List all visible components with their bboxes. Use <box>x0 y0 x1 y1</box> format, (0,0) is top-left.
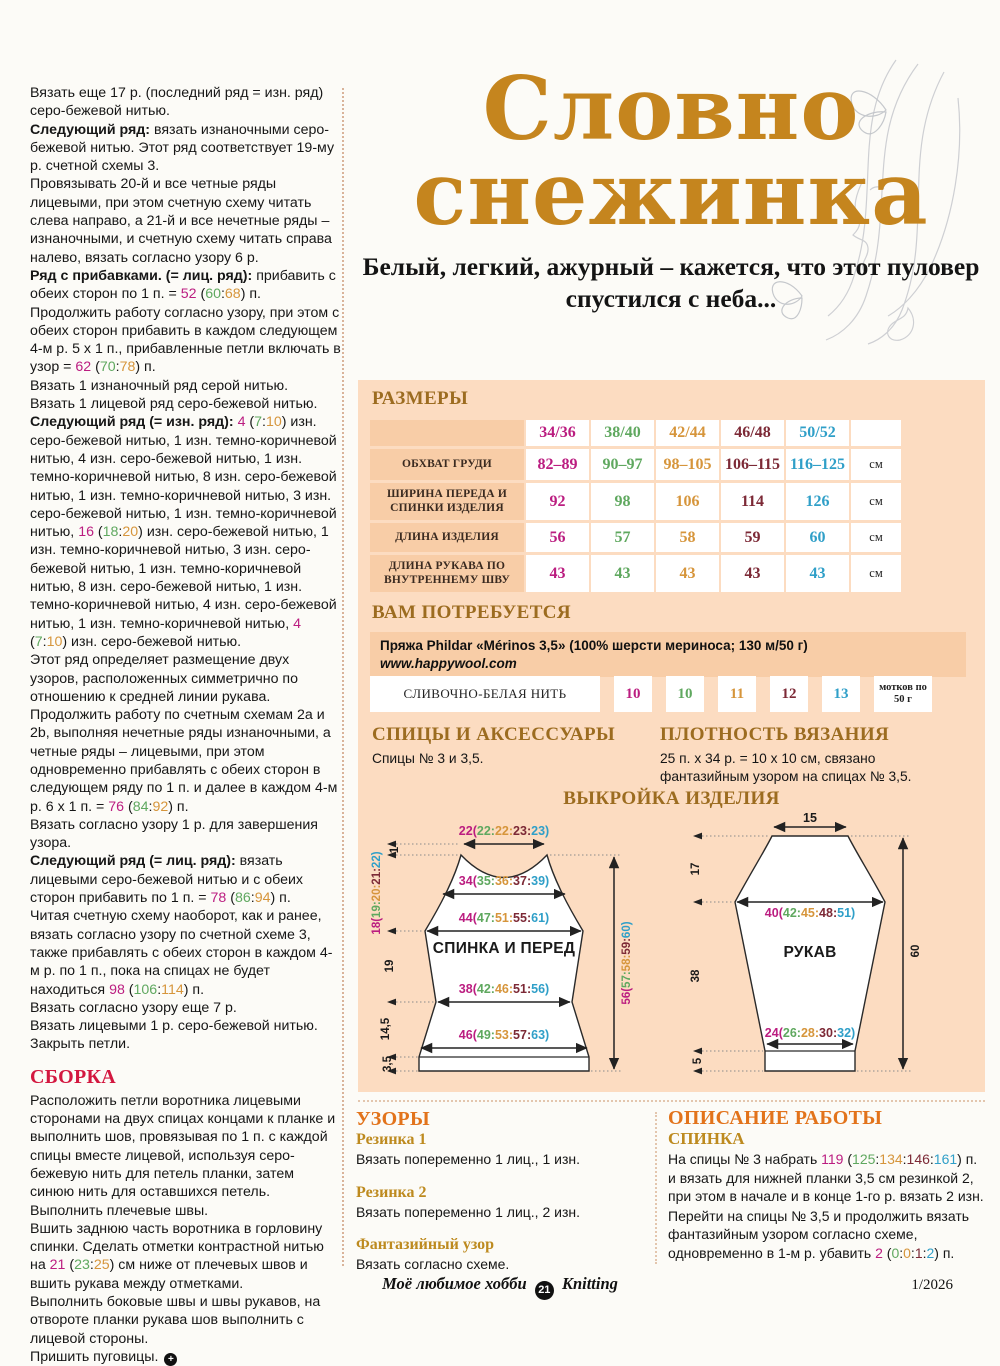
assembly-paragraph: Пришить пуговицы. + <box>30 1348 341 1366</box>
title-line-2: снежинка <box>413 142 929 246</box>
pattern-title: Резинка 2 <box>356 1183 427 1201</box>
sizes-row-width <box>370 483 901 520</box>
work-paragraph: На спицы № 3 набрать 119 (125:134:146:161) п. и вязать для нижней планки 3,5 см резинкой 2, при этом в начале и в конце 1-го р. вязать 2 изн. <box>668 1151 984 1204</box>
dim-total-height: 56(57:58:59:60) <box>621 921 633 1005</box>
row-label: ДЛИНА ИЗДЕЛИЯ <box>370 523 524 552</box>
pattern-text: Вязать согласно схеме. <box>356 1256 510 1272</box>
instruction-paragraph: Вязать 1 лицевой ряд серо-бежевой нитью. <box>30 396 318 413</box>
instruction-paragraph: Продолжить работу по счетным схемам 2а и 2b, выполняя нечетные ряды изнаночными, а четные ряды – лицевыми, при этом одновременно прибавлять с обеих сторон в следующем ряду по 1 п. и далее в каждом 4-м р. 6 х 1 п. = 76 (84:92) п. <box>30 707 338 815</box>
size-value-cell: 106 <box>656 483 719 520</box>
needles-heading: СПИЦЫ И АКСЕССУАРЫ <box>372 724 616 745</box>
sizes-heading: РАЗМЕРЫ <box>372 388 469 409</box>
schematic-back-front <box>364 810 664 1084</box>
work-paragraph: Перейти на спицы № 3,5 и продолжить вязать фантазийным узором согласно схеме, одновременно в 1-м р. убавить 2 (0:0:1:2) п. <box>668 1207 970 1261</box>
instruction-paragraph: Следующий ряд (= изн. ряд): 4 (7:10) изн. серо-бежевой нитью, 1 изн. темно-коричневой нитью, 4 изн. серо-бежевой нитью, 1 изн. темно-коричневой нитью, 8 изн. серо-бежевой нитью, 1 изн. темно-коричневой нитью, 3 изн. серо-бежевой нитью, 1 изн. темно-коричневой нитью, 16 (18:20) изн. серо-бежевой нитью, 1 изн. темно-коричневой нитью, 3 изн. серо-бежевой нитью, 1 изн. темно-коричневой нитью, 8 изн. серо-бежевой нитью, 1 изн. темно-коричневой нитью, 4 изн. серо-бежевой нитью, 1 изн. темно-коричневой нитью, 4 (7:10) изн. серо-бежевой нитью. <box>30 414 337 650</box>
row-label: ОБХВАТ ГРУДИ <box>370 449 524 480</box>
instruction-paragraph: Провязывать 20-й и все четные ряды лицевыми, при этом счетную схему читать слева направо, а 21-й и все нечетные ряды – изнаночными, и счетную схему читать справа налево, вязать согласно узору 6 р. <box>30 176 332 266</box>
yarn-amounts-row <box>370 676 932 712</box>
work-heading: ОПИСАНИЕ РАБОТЫ <box>668 1107 883 1129</box>
size-value-cell: 98–105 <box>656 449 719 480</box>
size-value-cell: 43 <box>786 555 849 592</box>
pattern-item <box>356 1131 644 1169</box>
piece-label-back-front: СПИНКА И ПЕРЕД <box>432 940 576 957</box>
pattern-text: Вязать попеременно 1 лиц., 1 изн. <box>356 1151 580 1167</box>
schematic-heading: ВЫКРОЙКА ИЗДЕЛИЯ <box>563 788 780 809</box>
instruction-paragraph: Вязать согласно узору 1 р. для завершения узора. <box>30 816 318 852</box>
size-value-cell: 56 <box>526 523 589 552</box>
instruction-paragraph: Следующий ряд (= лиц. ряд): вязать лицевыми серо-бежевой нитью и с обеих сторон прибавить по 1 п. = 78 (86:94) п. <box>30 853 304 907</box>
magazine-name: Моё любимое хобби <box>382 1274 527 1293</box>
size-value-cell: 92 <box>526 483 589 520</box>
size-value-cell: 58 <box>656 523 719 552</box>
dim-cap-height: 17 <box>690 862 702 876</box>
sizes-table <box>370 420 901 592</box>
size-value-cell: 59 <box>721 523 784 552</box>
size-header-cell: 42/44 <box>656 420 719 446</box>
size-value-cell: 114 <box>721 483 784 520</box>
gauge-text: 25 п. х 34 р. = 10 х 10 см, связано фантазийным узором на спицах № 3,5. <box>660 751 912 784</box>
schematic-sleeve <box>674 810 974 1084</box>
unit-cell: см <box>851 555 901 592</box>
sizes-corner-cell <box>370 420 524 446</box>
yarn-color-label: СЛИВОЧНО-БЕЛАЯ НИТЬ <box>370 676 600 712</box>
instruction-paragraph: Следующий ряд: вязать изнаночными серо-бежевой нитью. Этот ряд соответствует 19-му р. счетной схемы 3. <box>30 121 335 175</box>
dim-chest-width: 44(47:51:55:61) <box>458 911 550 925</box>
title-line-1: Словно <box>482 57 860 160</box>
gauge-heading: ПЛОТНОСТЬ ВЯЗАНИЯ <box>660 724 890 745</box>
needles-text: Спицы № 3 и 3,5. <box>372 751 484 766</box>
instructions-column <box>30 84 341 1366</box>
yarn-unit-cell: мотков по 50 г <box>874 676 932 712</box>
sizes-unit-header <box>851 420 901 446</box>
assembly-heading: СБОРКА <box>30 1065 117 1088</box>
masthead <box>356 57 986 315</box>
instruction-paragraph: Вязать 1 изнаночный ряд серой нитью. <box>30 377 289 394</box>
instruction-paragraph: Продолжить работу согласно узору, при этом с обеих сторон прибавить в каждом следующем 4-м р. 5 х 1 п., прибавленные петли включать в узор = 62 (70:78) п. <box>30 304 341 376</box>
dim-sleeve-total-height: 60 <box>910 944 922 958</box>
size-header-cell: 46/48 <box>721 420 784 446</box>
dim-neck-drop: 1 <box>389 846 401 854</box>
pattern-title: Резинка 1 <box>356 1131 427 1148</box>
work-subheading: СПИНКА <box>668 1129 745 1148</box>
dim-lower-length: 14,5 <box>380 1017 392 1041</box>
dim-armhole-depth: 18(19:20:21:22) <box>371 851 383 935</box>
panel-bottom-divider <box>358 1100 985 1102</box>
dim-cuff-height: 5 <box>692 1057 704 1065</box>
yarn-amount-cell: 10 <box>614 676 652 712</box>
pattern-item <box>356 1236 644 1274</box>
pattern-title: Фантазийный узор <box>356 1236 495 1253</box>
assembly-paragraph: Выполнить плечевые швы. <box>30 1202 209 1219</box>
instruction-paragraph: Вязать согласно узору еще 7 р. <box>30 999 237 1016</box>
size-value-cell: 60 <box>786 523 849 552</box>
pattern-text: Вязать попеременно 1 лиц., 2 изн. <box>356 1203 580 1220</box>
issue-number: 1/2026 <box>911 1277 953 1293</box>
sizes-row-length <box>370 523 901 552</box>
dim-neck-width: 22(22:22:23:23) <box>458 824 550 838</box>
dim-side-length: 19 <box>384 959 396 973</box>
assembly-paragraph: Вшить заднюю часть воротника в горловину спинки. Сделать отметки контрастной нитью на 21 (23:25) см ниже от плечевых швов и вшить рукава между отметками. <box>30 1220 324 1292</box>
dim-band-height: 3,5 <box>382 1056 394 1072</box>
sizes-header-row <box>370 420 901 446</box>
dim-sleeve-top-width: 15 <box>803 811 817 825</box>
size-header-cell: 50/52 <box>786 420 849 446</box>
size-value-cell: 82–89 <box>526 449 589 480</box>
materials-heading: ВАМ ПОТРЕБУЕТСЯ <box>372 602 572 623</box>
yarn-website: www.happywool.com <box>380 655 517 671</box>
instruction-paragraph: Этот ряд определяет размещение двух узоров, расположенных симметрично по отношению к средней линии рукава. <box>30 652 299 705</box>
size-header-cell: 38/40 <box>591 420 654 446</box>
work-description-section <box>668 1108 986 1262</box>
sizes-row-chest <box>370 449 901 480</box>
size-value-cell: 126 <box>786 483 849 520</box>
magazine-name-2: Knitting <box>561 1274 618 1293</box>
pattern-item <box>356 1184 644 1222</box>
size-value-cell: 116–125 <box>786 449 849 480</box>
row-label: ДЛИНА РУКАВА ПО ВНУТРЕННЕМУ ШВУ <box>370 555 524 592</box>
instruction-paragraph: Закрыть петли. <box>30 1036 131 1053</box>
dim-hem-width: 46(49:53:57:63) <box>458 1028 550 1042</box>
stitch-patterns-section <box>356 1108 644 1289</box>
yarn-amount-cell: 10 <box>666 676 704 712</box>
row-label: ШИРИНА ПЕРЕДА И СПИНКИ ИЗДЕЛИЯ <box>370 483 524 520</box>
dim-sleeve-length: 38 <box>690 969 702 983</box>
instruction-paragraph: Ряд с прибавками. (= лиц. ряд): прибавить с обеих сторон по 1 п. = 52 (60:68) п. <box>30 267 336 303</box>
yarn-amount-cell: 12 <box>770 676 808 712</box>
size-header-cell: 34/36 <box>526 420 589 446</box>
dim-sleeve-upper-width: 40(42:45:48:51) <box>764 906 856 920</box>
size-value-cell: 57 <box>591 523 654 552</box>
yarn-amount-cell: 11 <box>718 676 756 712</box>
size-value-cell: 90–97 <box>591 449 654 480</box>
dim-upper-width: 34(35:36:37:39) <box>458 874 550 888</box>
dim-waist-width: 38(42:46:51:56) <box>458 982 550 996</box>
column-divider <box>342 88 344 1266</box>
dim-cuff-width: 24(26:28:30:32) <box>764 1026 856 1040</box>
assembly-paragraph: Расположить петли воротника лицевыми сторонами на двух спицах концами к планке и выполнить шов, провязывая по 1 п. с каждой спицы вместе лицевой, используя серо-бежевую нить для петель планки, затем синюю нить для оставшихся петель. <box>30 1092 336 1201</box>
size-value-cell: 106–115 <box>721 449 784 480</box>
size-value-cell: 43 <box>721 555 784 592</box>
size-value-cell: 43 <box>526 555 589 592</box>
piece-label-sleeve: РУКАВ <box>783 944 837 961</box>
size-value-cell: 98 <box>591 483 654 520</box>
unit-cell: см <box>851 483 901 520</box>
page-number-badge: 21 <box>535 1281 554 1300</box>
yarn-info-bar <box>370 632 966 677</box>
unit-cell: см <box>851 523 901 552</box>
assembly-paragraph: Выполнить боковые швы и швы рукавов, на отвороте планки рукава шов выполнить с лицевой стороны. <box>30 1294 321 1347</box>
instruction-paragraph: Читая счетную схему наоборот, как и ранее, вязать согласно узору по счетной схеме 3, также прибавлять с обеих сторон в каждом 4-м р. по 1 п., пока на спицах не будет находиться 98 (106:114) п. <box>30 908 333 998</box>
unit-cell: см <box>851 449 901 480</box>
page-subtitle: Белый, легкий, ажурный – кажется, что этот пуловер спустился с неба... <box>362 251 980 313</box>
size-value-cell: 43 <box>656 555 719 592</box>
sizes-row-sleeve <box>370 555 901 592</box>
yarn-name: Пряжа Phildar «Mérinos 3,5» (100% шерсти мериноса; 130 м/50 г) <box>380 638 808 653</box>
bottom-column-divider <box>655 1112 657 1264</box>
patterns-heading: УЗОРЫ <box>356 1108 430 1130</box>
pattern-info-panel <box>358 380 985 1092</box>
instruction-paragraph: Вязать еще 17 р. (последний ряд = изн. ряд) серо-бежевой нитью. <box>30 85 324 120</box>
yarn-amount-cell: 13 <box>822 676 860 712</box>
page-title <box>356 57 986 246</box>
size-value-cell: 43 <box>591 555 654 592</box>
instruction-paragraph: Вязать лицевыми 1 р. серо-бежевой нитью. <box>30 1018 318 1035</box>
